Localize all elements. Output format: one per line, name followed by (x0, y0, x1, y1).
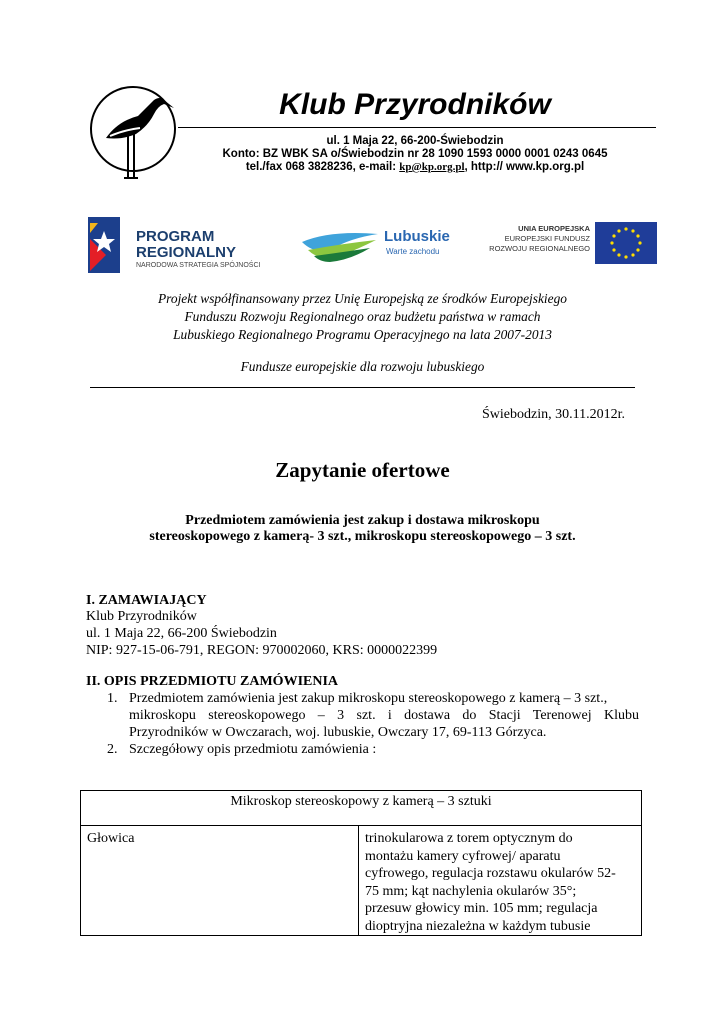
header-rule (178, 127, 656, 128)
section1-line1: Klub Przyrodników (86, 609, 197, 624)
cofinance-line1: Projekt współfinansowany przez Unię Europejską ze środków Europejskiego (158, 291, 567, 306)
table-header-row (81, 791, 642, 826)
row-value-glowica (359, 826, 642, 936)
cofinance-line3: Lubuskiego Regionalnego Programu Operacyjnego na lata 2007-2013 (173, 327, 552, 342)
lubuskie-tagline: Warte zachodu (386, 247, 440, 256)
item2-text: Szczegółowy opis przedmiotu zamówienia : (129, 742, 377, 757)
item1-line3: Przyrodników w Owczarach, woj. lubuskie, Owczary 17, 69-113 Górzyca. (129, 725, 547, 740)
row-label-glowica: Głowica (81, 826, 359, 936)
section1-heading: I. ZAMAWIAJĄCY (86, 593, 207, 608)
section1-line2: ul. 1 Maja 22, 66-200 Świebodzin (86, 626, 277, 641)
item1-number: 1. (107, 691, 118, 706)
eu-flag-icon (595, 222, 657, 264)
table-header: Mikroskop stereoskopowy z kamerą – 3 sztuki (81, 791, 642, 826)
glowica-line: trinokularowa z torem optycznym do (365, 831, 573, 846)
document-date: Świebodzin, 30.11.2012r. (482, 407, 625, 422)
spec-table (80, 790, 642, 936)
program-line1: PROGRAM (136, 228, 215, 245)
lubuskie-wave-icon (300, 224, 382, 264)
contact-line (180, 161, 650, 173)
glowica-line: cyfrowego, regulacja rozstawu okularów 52- (365, 866, 616, 881)
item1-line2: mikroskopu stereoskopowego – 3 szt. i dostawa do Stacji Terenowej Klubu (129, 708, 639, 723)
item1-line1: Przedmiotem zamówienia jest zakup mikroskopu stereoskopowego z kamerą – 3 szt., (129, 691, 608, 706)
subject-line2: stereoskopowego z kamerą- 3 szt., mikroskopu stereoskopowego – 3 szt. (149, 529, 576, 544)
separator-line (90, 387, 635, 388)
program-line3: NARODOWA STRATEGIA SPÓJNOŚCI (136, 262, 261, 269)
eu-line1: UNIA EUROPEJSKA (518, 224, 590, 233)
lubuskie-name: Lubuskie (384, 228, 450, 245)
program-regionalny-logo (88, 215, 288, 275)
email-link[interactable]: kp@kp.org.pl (399, 161, 465, 173)
org-name: Klub Przyrodników (279, 88, 551, 121)
bank-account: Konto: BZ WBK SA o/Świebodzin nr 28 1090 1593 0000 0001 0243 0645 (222, 148, 608, 160)
website: , http:// www.kp.org.pl (464, 161, 585, 173)
stork-logo (88, 86, 178, 186)
eu-line2: EUROPEJSKI FUNDUSZ (504, 234, 590, 243)
cofinance-motto: Fundusze europejskie dla rozwoju lubuskiego (240, 359, 485, 374)
table-row (81, 826, 642, 936)
program-star-icon (88, 217, 124, 273)
section1-line3: NIP: 927-15-06-791, REGON: 970002060, KRS: 0000022399 (86, 643, 438, 658)
glowica-line: przesuw głowicy min. 105 mm; regulacja (365, 901, 598, 916)
cofinance-line2: Funduszu Rozwoju Regionalnego oraz budżetu państwa w ramach (184, 309, 541, 324)
glowica-line: 75 mm; kąt nachylenia okularów 35°; (365, 883, 577, 899)
glowica-line: montażu kamery cyfrowej/ aparatu (365, 848, 561, 864)
subject-line1: Przedmiotem zamówienia jest zakup i dostawa mikroskopu (185, 513, 540, 528)
lubuskie-logo (300, 222, 460, 267)
item2-number: 2. (107, 742, 118, 757)
eu-logo (480, 222, 660, 270)
document-title: Zapytanie ofertowe (275, 458, 450, 482)
eu-line3: ROZWOJU REGIONALNEGO (489, 244, 590, 253)
program-line2: REGIONALNY (136, 244, 237, 261)
glowica-line: dioptryjna niezależna w każdym tubusie (365, 918, 591, 934)
section2-heading: II. OPIS PRZEDMIOTU ZAMÓWIENIA (86, 674, 339, 689)
tel-fax: tel./fax 068 3828236, e-mail: (245, 161, 400, 173)
org-address: ul. 1 Maja 22, 66-200-Świebodzin (326, 135, 504, 147)
